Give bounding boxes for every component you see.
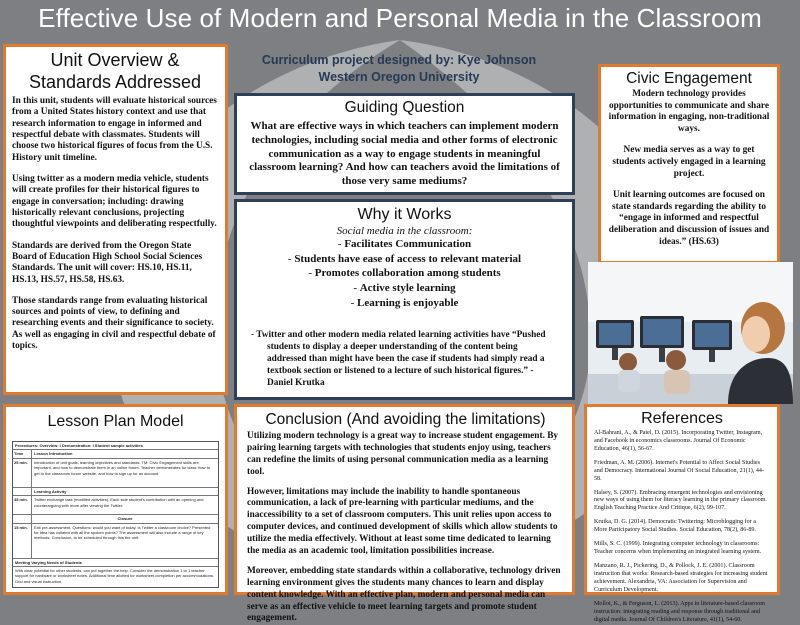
civic-engagement-panel	[598, 64, 780, 264]
conclusion-heading: Conclusion (And avoiding the limitations)	[265, 411, 546, 428]
lesson-plan-panel	[3, 404, 228, 595]
list-item: - Students have ease of access to relevant material	[237, 252, 572, 267]
reference-entry: Mills, S. C. (1999). Integrating computer technology in classrooms: Teacher concerns when implementing an integrated learning system.	[594, 541, 762, 556]
poster-title: Effective Use of Modern and Personal Media in the Classroom	[38, 3, 762, 33]
why-it-works-heading: Why it Works	[357, 206, 452, 223]
references-panel	[584, 404, 780, 623]
designer-line: Curriculum project designed by: Kye Johnson	[261, 53, 537, 67]
classroom-photo	[588, 262, 793, 404]
unit-overview-panel	[3, 44, 228, 395]
references-heading: References	[641, 410, 723, 427]
civic-paragraph-1: Modern technology provides opportunities to communicate and share information in engaging, non-traditional ways.	[608, 89, 770, 134]
conclusion-paragraph-2: However, limitations may include the inability to handle spontaneous communication, a lack of pre-learning with particular mediums, and the inaccessibility to a set of classroom computers. This unit relies upon access to computer devices, and continued development of skills which allow students to utilize the media effectively. Without at least some time dedicated to learning the media as an academic tool, limitation possibilities increase.	[247, 486, 558, 557]
reference-entry: Mollot, K., & Ferguson, L. (2013). Apps in literature-based classroom instruction: integrating reading and response through traditional and digital media. Journal Of Children's Literature, 41(1), 54-60.	[594, 600, 765, 623]
conclusion-panel	[234, 404, 575, 624]
krutka-quote: - Twitter and other modern media related learning activities have “Pushed students to display a deeper understanding of the content being addressed than might have been the case if students had simply read a textbook section or listened to a lecture of such historical figures.” - Daniel Krutka	[251, 330, 546, 388]
list-item: - Facilitates Communication	[237, 237, 572, 252]
lesson-plan-row: 45 min. Twitter exchange task (modified activities). Each side student's contribution with an opening and counterarguing with more after viewing the Twitter.	[13, 495, 218, 514]
guiding-question-text: What are effective ways in which teachers can implement modern technologies, including social media and other forms of electronic communication as a way to engage students in meaningful classroom learning? And how can teachers avoid the limitations of those very same mediums?	[249, 120, 560, 187]
reference-entry: Manzano, R. J., Pickering, D., & Pollock, J. E. (2001). Classroom instruction that works: Research-based strategies for increasing student achievement. Alexandria, VA: Association for Supervision and Curriculum Development.	[594, 562, 768, 593]
unit-overview-paragraph-2: Using twitter as a modern media vehicle, students will create profiles for their historical figures to engage in conversation; including: drawing historically relevant conclusions, projecting thoughtful viewpoints and deliberating respectfully.	[12, 173, 217, 230]
lesson-plan-row: Learning Activity	[13, 487, 218, 495]
reference-entry: Friedman, A. M. (2006). Internet's Potential to Affect Social Studies and Democracy. International Journal Of Social Education, 21(1), 44-58.	[594, 459, 765, 482]
list-item: - Learning is enjoyable	[237, 296, 572, 311]
why-it-works-panel	[234, 199, 575, 400]
unit-overview-heading: Unit Overview & Standards Addressed	[28, 50, 202, 92]
unit-overview-paragraph-3: Standards are derived from the Oregon State Board of Education High School Social Sciences Standards. The unit will cover: HS.10, HS.11, HS.13, HS.57, HS.58, HS.63.	[12, 240, 203, 285]
conclusion-paragraph-3: Moreover, embedding state standards within a collaborative, technology driven learning environment gives the students many chances to learn and display content knowledge. With an effective plan, modern and personal media can serve as an effective vehicle to meet learning targets and promote student engagement.	[247, 565, 561, 624]
why-it-works-subtitle: Social media in the classroom:	[336, 225, 473, 237]
lesson-plan-row: 15 min. Exit pre-assessment. Questions: would you want of today. Is Twitter a classroom choice? Presented for idea has collated with all the spoken points? The assessment will also include a range of key methods. Conclusion, to be scheduled through this the unit.	[13, 523, 218, 558]
lesson-plan-row: 25 min. Introduction of unit goals, learning objectives and standards. TM: Civic Engagement skills are important, and how to demonstrate them in an online forum. Teacher demonstrates for class How to get to the classroom forum website, and how to sign up for an account.	[13, 458, 218, 487]
lesson-plan-document	[12, 441, 219, 588]
civic-paragraph-2: New media serves as a way to get students actively engaged in a learning project.	[612, 145, 766, 179]
lesson-plan-heading: Lesson Plan Model	[47, 413, 184, 430]
reference-entry: Krutka, D. G. (2014). Democratic Twittering: Microblogging for a More Participatory Social Studies. Social Education, 78(2), 86-89.	[594, 519, 756, 534]
civic-paragraph-3: Unit learning outcomes are focused on state standards regarding the ability to “engage in informed and respectful deliberation and discussion of issues and ideas.” (HS.63)	[608, 190, 770, 247]
guiding-question-heading: Guiding Question	[344, 99, 465, 116]
civic-engagement-heading: Civic Engagement	[626, 70, 752, 87]
unit-overview-paragraph-1: In this unit, students will evaluate historical sources from a United States history context and use that research information to engage in informed and respectful debate with classmates. Students will choose two historical figures of focus from the U.S. History unit timeline.	[12, 95, 217, 163]
lesson-plan-row: Closure	[13, 514, 218, 522]
designer-credit	[234, 52, 564, 86]
lesson-plan-row: Time Lesson Introduction	[13, 449, 218, 457]
guiding-question-panel	[234, 93, 575, 195]
university-line: Western Oregon University	[318, 69, 480, 84]
reference-entry: Halsey, S. (2007). Embracing emergent technologies and envisioning new ways of using them for literacy learning in the primary classroom. English Teaching Practice And Critique, 6(2), 99-107.	[594, 489, 767, 512]
list-item: - Promotes collaboration among students	[237, 266, 572, 281]
lesson-plan-doc-header: Procedures: Overview: I Demonstration: I Student sample activities	[15, 443, 143, 448]
lesson-plan-row: Meeting Varying Needs of Students	[13, 558, 218, 566]
unit-overview-paragraph-4: Those standards range from evaluating historical sources and points of view, to defining and researching events and their significance to society. As well as engaging in civil and respectful debate of topics.	[12, 295, 216, 352]
lesson-plan-row: With clear potential for other students, can put together the help. Consider the demonstration 1 to 1 teacher support for hardware or worksheet notes. Additional time allotted for worksheet completion per accommodations. Grid and visual instruction.	[13, 566, 218, 587]
benefits-list	[237, 237, 572, 310]
list-item: - Active style learning	[237, 281, 572, 296]
reference-entry: Al-Bahrani, A., & Patel, D. (2015). Incorporating Twitter, Instagram, and Facebook in economics classrooms. Journal Of Economic Education, 46(1), 56-67.	[594, 430, 763, 452]
conclusion-paragraph-1: Utilizing modern technology is a great way to increase student engagement. By pairing learning targets with technologies that students enjoy using, teachers can redefine the limits of using personal communication media as a learning tool.	[247, 431, 559, 477]
